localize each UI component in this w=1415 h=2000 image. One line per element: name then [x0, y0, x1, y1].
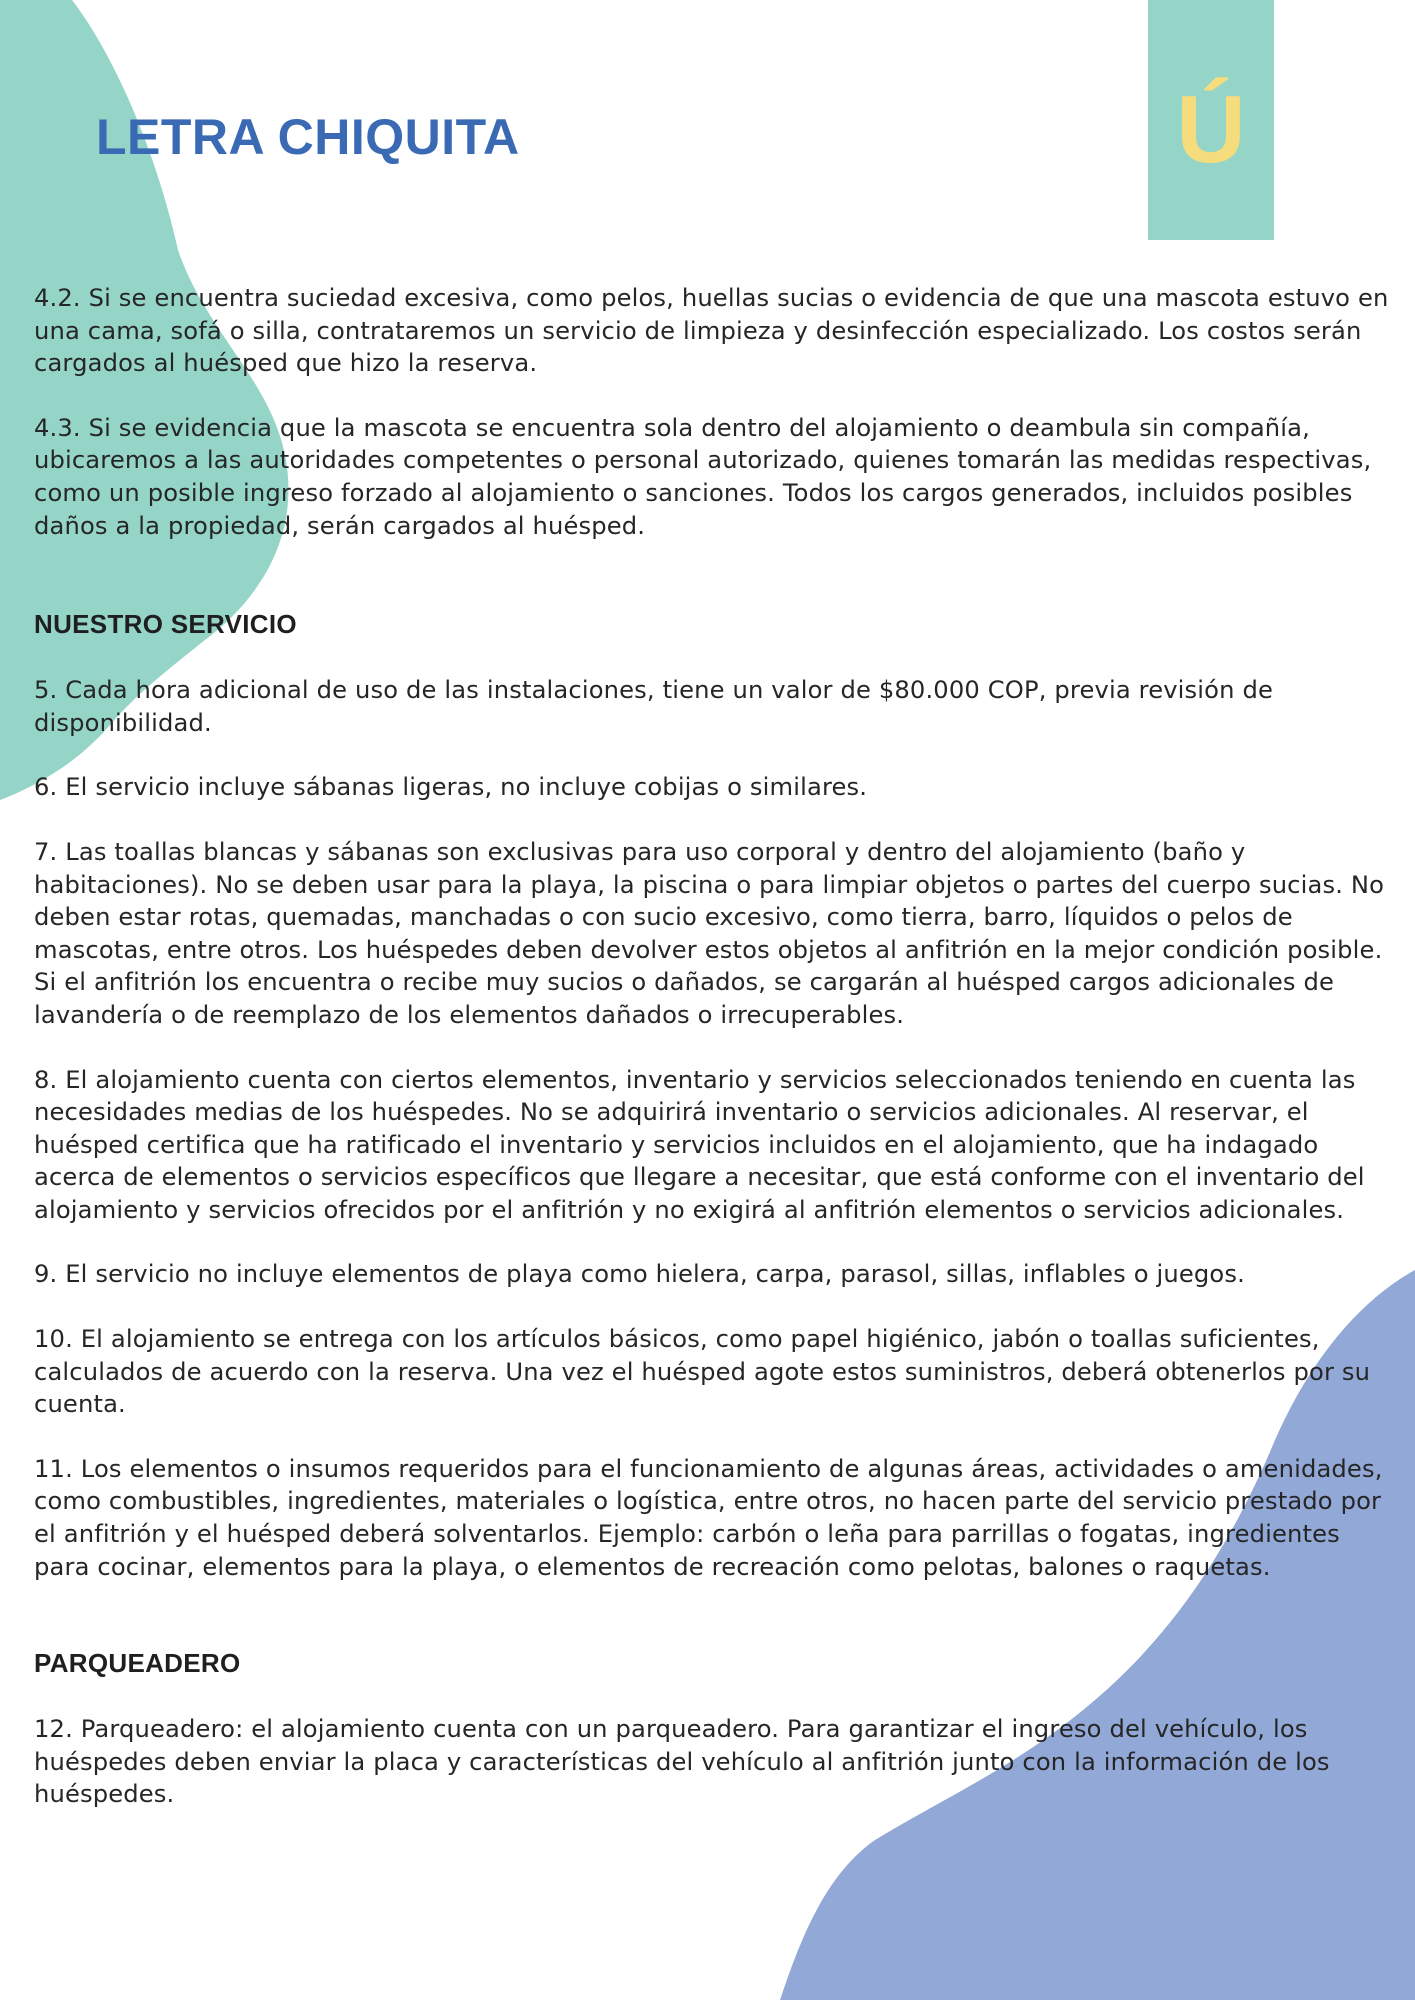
badge-letter: Ú — [1176, 76, 1246, 183]
corner-badge — [1148, 0, 1274, 240]
paragraph-5: 5. Cada hora adicional de uso de las instalaciones, tiene un valor de $80.000 COP, previa revisión de disponibilidad. — [34, 676, 1273, 737]
paragraph-10: 10. El alojamiento se entrega con los artículos básicos, como papel higiénico, jabón o toallas suficientes, calculados de acuerdo con la reserva. Una vez el huésped agote estos suministros, deberá obtenerlos por su cuenta. — [34, 1325, 1371, 1419]
paragraph-4-3: 4.3. Si se evidencia que la mascota se encuentra sola dentro del alojamiento o deambula sin compañía, ubicaremos a las autoridades competentes o personal autorizado, quienes tomarán las medidas respectivas, como un posible ingreso forzado al alojamiento o sanciones. Todos los cargos generados, incluidos posibles daños a la propiedad, serán cargados al huésped. — [34, 413, 1372, 540]
paragraph-7: 7. Las toallas blancas y sábanas son exclusivas para uso corporal y dentro del alojamiento (baño y habitaciones). No se deben usar para la playa, la piscina o para limpiar objetos o partes del cuerpo sucias. No deben estar rotas, quemadas, manchadas o con sucio excesivo, como tierra, barro, líquidos o pelos de mascotas, entre otros. Los huéspedes deben devolver estos objetos al anfitrión en la mejor condición posible. Si el anfitrión los encuentra o recibe muy sucios o dañados, se cargarán al huésped cargos adicionales de lavandería o de reemplazo de los elementos dañados o irrecuperables. — [34, 837, 1385, 1029]
paragraph-9: 9. El servicio no incluye elementos de playa como hielera, carpa, parasol, sillas, inflables o juegos. — [34, 1260, 1245, 1289]
heading-nuestro-servicio: NUESTRO SERVICIO — [34, 609, 297, 640]
paragraph-11: 11. Los elementos o insumos requeridos para el funcionamiento de algunas áreas, actividades o amenidades, como combustibles, ingredientes, materiales o logística, entre otros, no hacen parte del servicio prestado por el anfitrión y el huésped deberá solventarlos. Ejemplo: carbón o leña para parrillas o fogatas, ingredientes para cocinar, elementos para la playa, o elementos de recreación como pelotas, balones o raquetas. — [34, 1454, 1383, 1581]
paragraph-4-2: 4.2. Si se encuentra suciedad excesiva, como pelos, huellas sucias o evidencia de que una mascota estuvo en una cama, sofá o silla, contrataremos un servicio de limpieza y desinfección especializado. Los costos serán cargados al huésped que hizo la reserva. — [34, 284, 1389, 378]
paragraph-12: 12. Parqueadero: el alojamiento cuenta con un parqueadero. Para garantizar el ingreso del vehículo, los huéspedes deben enviar la placa y características del vehículo al anfitrión junto con la información de los huéspedes. — [34, 1715, 1330, 1809]
document-body — [34, 282, 1394, 1843]
paragraph-8: 8. El alojamiento cuenta con ciertos elementos, inventario y servicios seleccionados teniendo en cuenta las necesidades medias de los huéspedes. No se adquirirá inventario o servicios adicionales. Al reservar, el huésped certifica que ha ratificado el inventario y servicios incluidos en el alojamiento, que ha indagado acerca de elementos o servicios específicos que llegare a necesitar, que está conforme con el inventario del alojamiento y servicios ofrecidos por el anfitrión y no exigirá al anfitrión elementos o servicios adicionales. — [34, 1065, 1365, 1224]
page-title: LETRA CHIQUITA — [96, 109, 520, 165]
heading-parqueadero: PARQUEADERO — [34, 1648, 241, 1679]
paragraph-6: 6. El servicio incluye sábanas ligeras, no incluye cobijas o similares. — [34, 773, 868, 802]
